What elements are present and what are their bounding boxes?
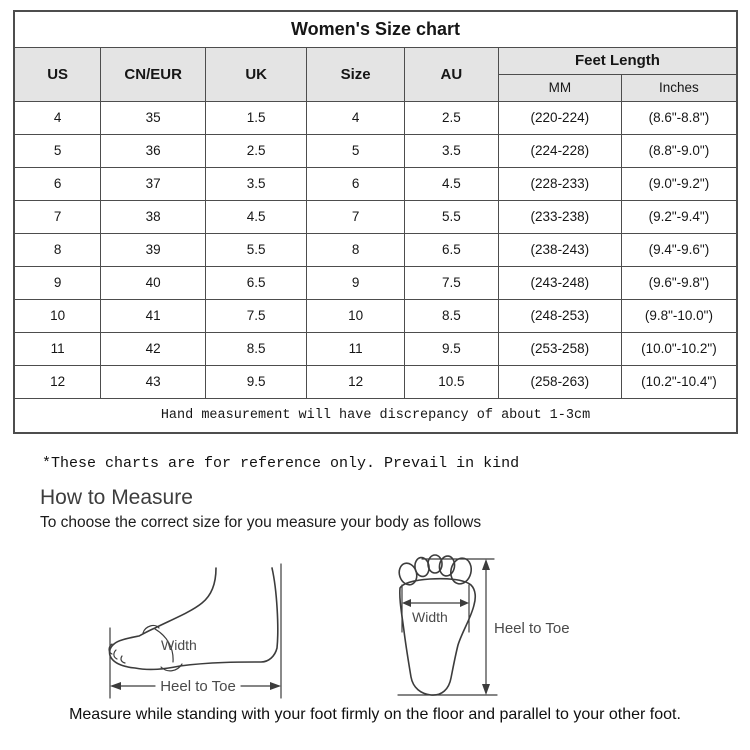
table-cell: 12 [307,365,405,398]
table-cell: (248-253) [498,299,621,332]
arrowhead-down [482,684,490,695]
table-cell: 7.5 [206,299,307,332]
table-cell: 9.5 [404,332,498,365]
arrowhead-left [402,599,411,607]
reference-note: *These charts are for reference only. Prevail in kind [42,455,520,472]
size-chart-table [13,10,738,434]
table-cell: 8.5 [206,332,307,365]
table-title-row [14,11,737,47]
table-cell: 8 [14,233,101,266]
width-label: Width [412,609,448,625]
table-row [14,299,737,332]
col-header-us: US [14,47,101,101]
how-to-measure-subtitle: To choose the correct size for you measure your body as follows [40,514,482,531]
table-cell: 7 [307,200,405,233]
width-label: Width [161,637,197,653]
col-header-uk: UK [206,47,307,101]
width-band-hook [161,664,182,671]
table-note-row [14,398,737,433]
table-cell: 9 [307,266,405,299]
col-header-mm: MM [498,74,621,101]
table-row [14,134,737,167]
foot-top-view-diagram [390,548,575,708]
toe-oval [414,557,431,578]
col-header-size: Size [307,47,405,101]
table-cell: (9.6"-9.8") [621,266,737,299]
table-cell: 11 [14,332,101,365]
toe-oval [448,556,474,586]
toe-oval [438,555,456,577]
table-cell: 5 [307,134,405,167]
table-cell: 5.5 [206,233,307,266]
arrowhead-right [270,682,281,690]
table-cell: (9.2"-9.4") [621,200,737,233]
table-cell: (258-263) [498,365,621,398]
table-cell: 4 [307,101,405,134]
table-cell: 10 [14,299,101,332]
table-cell: (9.0"-9.2") [621,167,737,200]
table-cell: (253-258) [498,332,621,365]
table-title: Women's Size chart [14,11,737,47]
table-cell: 42 [101,332,206,365]
table-cell: 10 [307,299,405,332]
foot-outline-side [110,568,278,669]
measure-caption: Measure while standing with your foot firmly on the floor and parallel to your other foot. [69,706,681,723]
how-to-measure-title: How to Measure [40,486,193,509]
table-row [14,200,737,233]
width-band-line [155,629,173,662]
table-cell: 1.5 [206,101,307,134]
table-cell: 9 [14,266,101,299]
table-cell: 35 [101,101,206,134]
table-cell: (8.8"-9.0") [621,134,737,167]
table-cell: 5.5 [404,200,498,233]
table-cell: 7.5 [404,266,498,299]
table-cell: 3.5 [206,167,307,200]
toe-oval [397,561,420,587]
table-cell: 6.5 [206,266,307,299]
table-cell: (238-243) [498,233,621,266]
col-header-cn-eur: CN/EUR [101,47,206,101]
table-cell: 4 [14,101,101,134]
table-cell: 6.5 [404,233,498,266]
table-cell: (243-248) [498,266,621,299]
table-cell: 6 [14,167,101,200]
table-cell: 9.5 [206,365,307,398]
foot-side-view-diagram [95,550,285,700]
arrowhead-left [110,682,121,690]
table-cell: 43 [101,365,206,398]
table-cell: 2.5 [206,134,307,167]
table-cell: (9.4"-9.6") [621,233,737,266]
toe-knuckle-line [143,626,159,633]
table-row [14,266,737,299]
table-cell: 2.5 [404,101,498,134]
table-cell: 10.5 [404,365,498,398]
heel-to-toe-label: Heel to Toe [494,620,570,637]
table-cell: 11 [307,332,405,365]
table-row [14,365,737,398]
table-cell: 36 [101,134,206,167]
table-cell: (10.2"-10.4") [621,365,737,398]
toe-oval [428,555,442,573]
arrowhead-right [460,599,469,607]
table-cell: (8.6"-8.8") [621,101,737,134]
table-row [14,233,737,266]
table-cell: 37 [101,167,206,200]
table-cell: 8 [307,233,405,266]
table-cell: 8.5 [404,299,498,332]
table-row [14,167,737,200]
table-cell: (228-233) [498,167,621,200]
table-cell: (224-228) [498,134,621,167]
table-cell: 41 [101,299,206,332]
table-cell: (10.0"-10.2") [621,332,737,365]
foot-outline-sole [400,579,475,695]
table-header-row [14,47,737,74]
table-cell: 40 [101,266,206,299]
table-cell: 6 [307,167,405,200]
table-note: Hand measurement will have discrepancy of about 1-3cm [14,398,737,433]
table-cell: 3.5 [404,134,498,167]
table-cell: 4.5 [404,167,498,200]
toe-curl [109,644,112,654]
col-header-inches: Inches [621,74,737,101]
col-header-feet-length: Feet Length [498,47,737,74]
table-cell: 5 [14,134,101,167]
table-cell: 12 [14,365,101,398]
arrowhead-up [482,559,490,570]
table-row [14,332,737,365]
table-row [14,101,737,134]
table-cell: 38 [101,200,206,233]
table-cell: 4.5 [206,200,307,233]
table-cell: 7 [14,200,101,233]
toe-curl [121,656,125,663]
toe-curl [114,650,117,659]
table-cell: (9.8"-10.0") [621,299,737,332]
table-cell: (220-224) [498,101,621,134]
table-cell: (233-238) [498,200,621,233]
table-cell: 39 [101,233,206,266]
col-header-au: AU [404,47,498,101]
heel-to-toe-label: Heel to Toe [160,678,236,695]
